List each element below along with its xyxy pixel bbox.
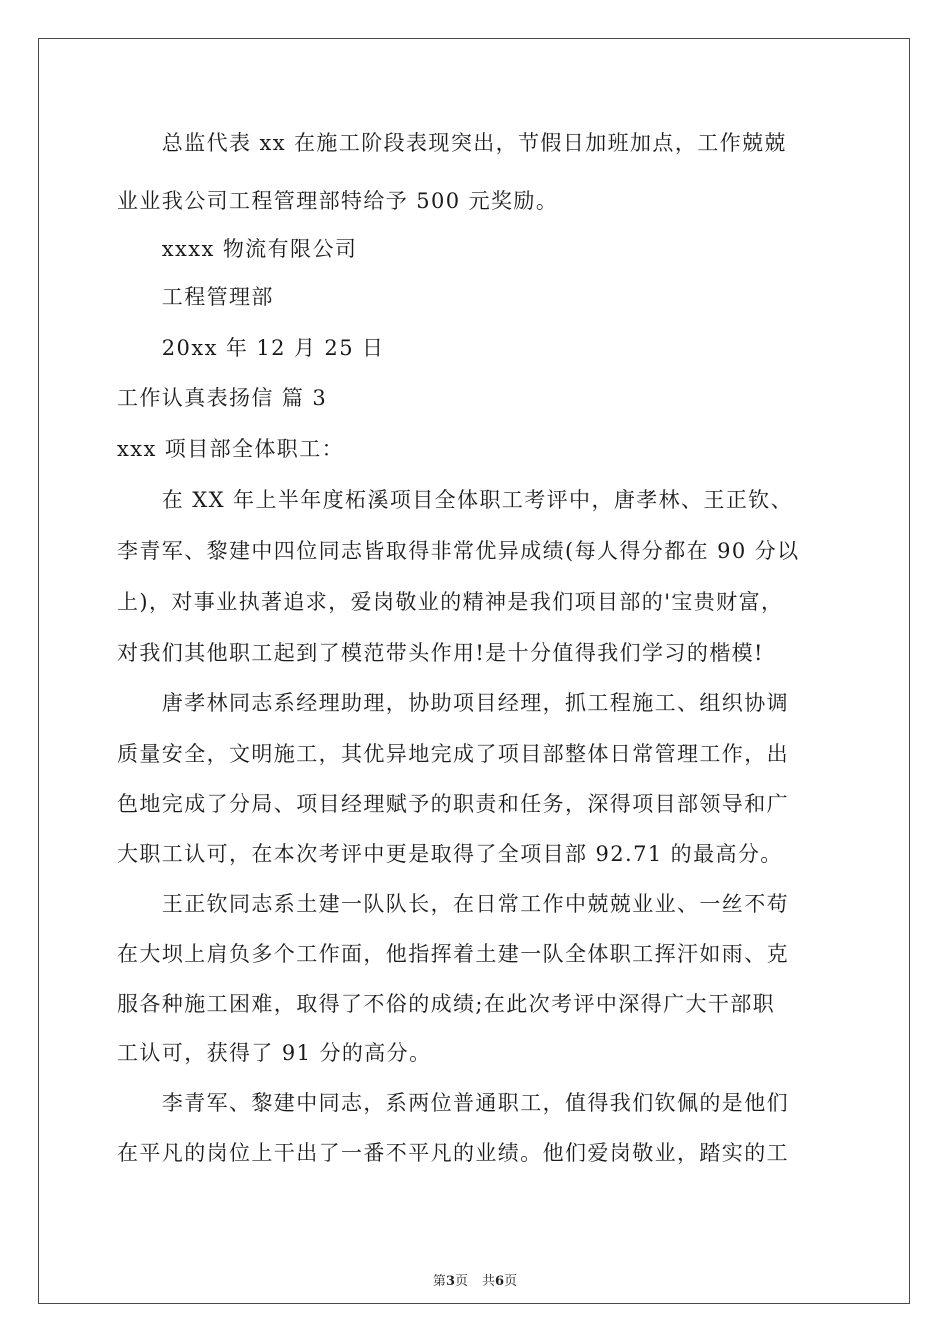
page-footer: [0, 1274, 950, 1290]
text-line: 对我们其他职工起到了模范带头作用!是十分值得我们学习的楷模!: [117, 641, 764, 665]
text-line: 李青军、黎建中同志，系两位普通职工，值得我们钦佩的是他们: [117, 1091, 789, 1115]
page-suffix: 页: [454, 1274, 468, 1289]
text-line: 王正钦同志系土建一队队长，在日常工作中兢兢业业、一丝不苟: [117, 892, 789, 916]
salutation: xxx 项目部全体职工：: [117, 437, 345, 461]
signature-department: 工程管理部: [117, 285, 274, 309]
text-line: 工认可，获得了 91 分的高分。: [117, 1041, 432, 1065]
total-prefix: 共: [482, 1274, 496, 1289]
section-heading: 工作认真表扬信 篇 3: [117, 386, 328, 410]
signature-date: 20xx 年 12 月 25 日: [117, 336, 385, 360]
text-line: 业业我公司工程管理部特给予 500 元奖励。: [117, 189, 559, 213]
text-line: 李青军、黎建中四位同志皆取得非常优异成绩(每人得分都在 90 分以: [117, 539, 800, 563]
text-line: 大职工认可，在本次考评中更是取得了全项目部 92.71 的最高分。: [117, 842, 783, 866]
signature-company: xxxx 物流有限公司: [117, 237, 358, 261]
text-line: 总监代表 xx 在施工阶段表现突出，节假日加班加点，工作兢兢: [117, 131, 787, 155]
total-suffix: 页: [504, 1274, 518, 1289]
text-line: 质量安全，文明施工，其优异地完成了项目部整体日常管理工作，出: [117, 742, 789, 766]
text-line: 在大坝上肩负多个工作面，他指挥着土建一队全体职工挥汗如雨、克: [117, 942, 789, 966]
text-line: 在平凡的岗位上干出了一番不平凡的业绩。他们爱岗敬业，踏实的工: [117, 1141, 789, 1165]
text-line: 服各种施工困难，取得了不俗的成绩;在此次考评中深得广大干部职: [117, 992, 776, 1016]
page-total: 6: [495, 1274, 505, 1289]
text-line: 在 XX 年上半年度柘溪项目全体职工考评中，唐孝林、王正钦、: [117, 488, 794, 512]
text-line: 色地完成了分局、项目经理赋予的职责和任务，深得项目部领导和广: [117, 792, 789, 816]
page-current: 3: [445, 1274, 455, 1289]
text-line: 唐孝林同志系经理助理，协助项目经理，抓工程施工、组织协调: [117, 691, 789, 715]
page-prefix: 第: [432, 1274, 446, 1289]
text-line: 上)，对事业执著追求，爱岗敬业的精神是我们项目部的'宝贵财富，: [117, 590, 784, 614]
